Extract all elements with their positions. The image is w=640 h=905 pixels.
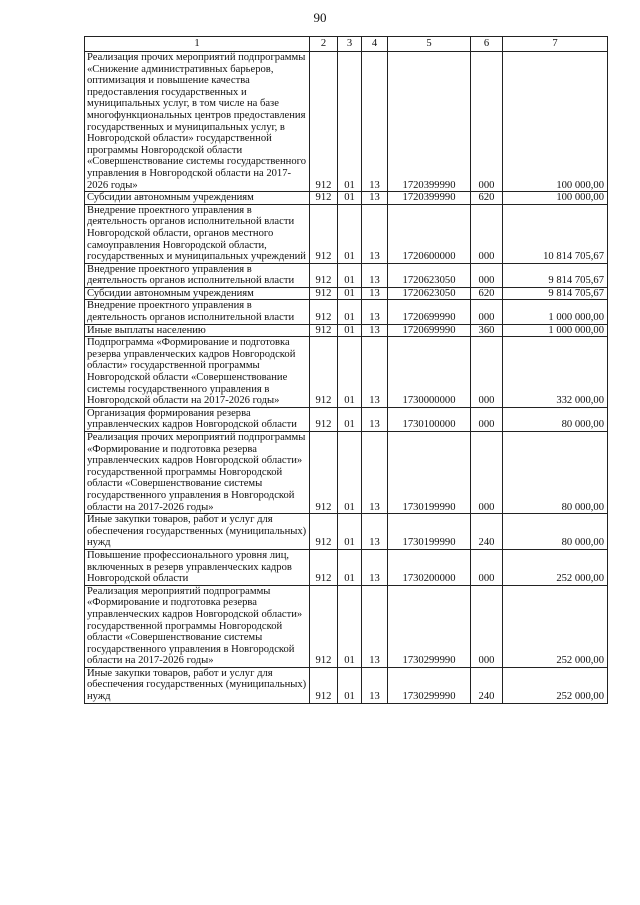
target-article-cell: 1730000000 [388, 337, 471, 408]
subsection-cell: 13 [362, 337, 388, 408]
subsection-cell: 13 [362, 407, 388, 431]
section-cell: 01 [338, 549, 362, 585]
subsection-cell: 13 [362, 514, 388, 550]
row-name-cell: Субсидии автономным учреждениям [85, 192, 310, 205]
expense-type-cell: 000 [471, 52, 503, 192]
subsection-cell: 13 [362, 204, 388, 263]
row-name-cell: Внедрение проектного управления в деятельность органов исполнительной власти [85, 263, 310, 287]
section-cell: 01 [338, 52, 362, 192]
amount-cell: 252 000,00 [503, 667, 608, 703]
amount-cell: 1 000 000,00 [503, 324, 608, 337]
target-article-cell: 1720623050 [388, 287, 471, 300]
subsection-cell: 13 [362, 263, 388, 287]
expense-type-cell: 000 [471, 549, 503, 585]
subsection-cell: 13 [362, 667, 388, 703]
subsection-cell: 13 [362, 52, 388, 192]
table-row [85, 432, 608, 514]
table-row [85, 549, 608, 585]
target-article-cell: 1720699990 [388, 300, 471, 324]
header-cell-expense-type: 6 [471, 37, 503, 52]
row-name-cell: Реализация мероприятий подпрограммы «Формирование и подготовка резерва управленческих кадров Новгородской области» государственной программы Новгородской области «Совершенствование системы государственного управления в Новгородской области на 2017-2026 годы» [85, 585, 310, 667]
table-row [85, 300, 608, 324]
expense-type-cell: 000 [471, 204, 503, 263]
row-name-cell: Внедрение проектного управления в деятельность органов исполнительной власти Новгородской области, органов местного самоуправления Новгородской области, государственных и муниципальных учреждений [85, 204, 310, 263]
section-cell: 01 [338, 514, 362, 550]
amount-cell: 80 000,00 [503, 407, 608, 431]
grbs-cell: 912 [310, 337, 338, 408]
expense-type-cell: 000 [471, 432, 503, 514]
grbs-cell: 912 [310, 263, 338, 287]
target-article-cell: 1730200000 [388, 549, 471, 585]
expense-type-cell: 240 [471, 514, 503, 550]
target-article-cell: 1720399990 [388, 52, 471, 192]
subsection-cell: 13 [362, 432, 388, 514]
expense-type-cell: 240 [471, 667, 503, 703]
table-row [85, 192, 608, 205]
target-article-cell: 1730199990 [388, 514, 471, 550]
table-row [85, 52, 608, 192]
expense-type-cell: 000 [471, 407, 503, 431]
subsection-cell: 13 [362, 549, 388, 585]
expense-type-cell: 620 [471, 192, 503, 205]
section-cell: 01 [338, 192, 362, 205]
page-number: 90 [313, 10, 327, 25]
grbs-cell: 912 [310, 514, 338, 550]
expense-type-cell: 000 [471, 337, 503, 408]
section-cell: 01 [338, 204, 362, 263]
row-name-cell: Иные закупки товаров, работ и услуг для обеспечения государственных (муниципальных) нужд [85, 514, 310, 550]
header-cell-grbs: 2 [310, 37, 338, 52]
row-name-cell: Подпрограмма «Формирование и подготовка резерва управленческих кадров Новгородской области» государственной программы Новгородской области «Совершенствование системы государственного управления в Новгородской области на 2017-2026 годы» [85, 337, 310, 408]
amount-cell: 80 000,00 [503, 514, 608, 550]
expense-type-cell: 360 [471, 324, 503, 337]
budget-table [84, 36, 608, 704]
table-row [85, 263, 608, 287]
amount-cell: 1 000 000,00 [503, 300, 608, 324]
section-cell: 01 [338, 324, 362, 337]
header-row [85, 37, 608, 52]
amount-cell: 9 814 705,67 [503, 287, 608, 300]
row-name-cell: Реализация прочих мероприятий подпрограммы «Формирование и подготовка резерва управленческих кадров Новгородской области» государственной программы Новгородской области «Совершенствование системы государственного управления в Новгородской области на 2017-2026 годы» [85, 432, 310, 514]
amount-cell: 100 000,00 [503, 52, 608, 192]
expense-type-cell: 620 [471, 287, 503, 300]
section-cell: 01 [338, 407, 362, 431]
section-cell: 01 [338, 300, 362, 324]
table-row [85, 514, 608, 550]
header-cell-section: 3 [338, 37, 362, 52]
expense-type-cell: 000 [471, 300, 503, 324]
grbs-cell: 912 [310, 300, 338, 324]
header-cell-target-article: 5 [388, 37, 471, 52]
grbs-cell: 912 [310, 585, 338, 667]
header-cell-subsection: 4 [362, 37, 388, 52]
amount-cell: 252 000,00 [503, 549, 608, 585]
section-cell: 01 [338, 585, 362, 667]
section-cell: 01 [338, 337, 362, 408]
amount-cell: 10 814 705,67 [503, 204, 608, 263]
row-name-cell: Внедрение проектного управления в деятельность органов исполнительной власти [85, 300, 310, 324]
row-name-cell: Субсидии автономным учреждениям [85, 287, 310, 300]
table-row [85, 585, 608, 667]
row-name-cell: Организация формирования резерва управленческих кадров Новгородской области [85, 407, 310, 431]
grbs-cell: 912 [310, 287, 338, 300]
grbs-cell: 912 [310, 432, 338, 514]
table-row [85, 667, 608, 703]
table-row [85, 204, 608, 263]
grbs-cell: 912 [310, 407, 338, 431]
subsection-cell: 13 [362, 192, 388, 205]
grbs-cell: 912 [310, 667, 338, 703]
table-row [85, 287, 608, 300]
amount-cell: 100 000,00 [503, 192, 608, 205]
table-row [85, 324, 608, 337]
target-article-cell: 1730100000 [388, 407, 471, 431]
grbs-cell: 912 [310, 52, 338, 192]
row-name-cell: Повышение профессионального уровня лиц, включенных в резерв управленческих кадров Новгородской области [85, 549, 310, 585]
target-article-cell: 1730299990 [388, 585, 471, 667]
header-cell-amount: 7 [503, 37, 608, 52]
subsection-cell: 13 [362, 324, 388, 337]
table-row [85, 337, 608, 408]
row-name-cell: Иные закупки товаров, работ и услуг для обеспечения государственных (муниципальных) нужд [85, 667, 310, 703]
target-article-cell: 1720699990 [388, 324, 471, 337]
subsection-cell: 13 [362, 585, 388, 667]
grbs-cell: 912 [310, 204, 338, 263]
section-cell: 01 [338, 287, 362, 300]
target-article-cell: 1720623050 [388, 263, 471, 287]
section-cell: 01 [338, 667, 362, 703]
table-row [85, 407, 608, 431]
target-article-cell: 1730299990 [388, 667, 471, 703]
grbs-cell: 912 [310, 549, 338, 585]
amount-cell: 80 000,00 [503, 432, 608, 514]
amount-cell: 252 000,00 [503, 585, 608, 667]
row-name-cell: Реализация прочих мероприятий подпрограммы «Снижение административных барьеров, оптимизация и повышение качества предоставления государственных и муниципальных услуг, в том числе на базе многофункциональных центров предоставления государственных и муниципальных услуг, в Новгородской области» государственной программы Новгородской области «Совершенствование системы государственного управления в Новгородской области на 2017-2026 годы» [85, 52, 310, 192]
header-cell-name: 1 [85, 37, 310, 52]
section-cell: 01 [338, 432, 362, 514]
subsection-cell: 13 [362, 300, 388, 324]
target-article-cell: 1720399990 [388, 192, 471, 205]
subsection-cell: 13 [362, 287, 388, 300]
amount-cell: 332 000,00 [503, 337, 608, 408]
target-article-cell: 1730199990 [388, 432, 471, 514]
expense-type-cell: 000 [471, 585, 503, 667]
section-cell: 01 [338, 263, 362, 287]
target-article-cell: 1720600000 [388, 204, 471, 263]
amount-cell: 9 814 705,67 [503, 263, 608, 287]
grbs-cell: 912 [310, 192, 338, 205]
row-name-cell: Иные выплаты населению [85, 324, 310, 337]
expense-type-cell: 000 [471, 263, 503, 287]
grbs-cell: 912 [310, 324, 338, 337]
